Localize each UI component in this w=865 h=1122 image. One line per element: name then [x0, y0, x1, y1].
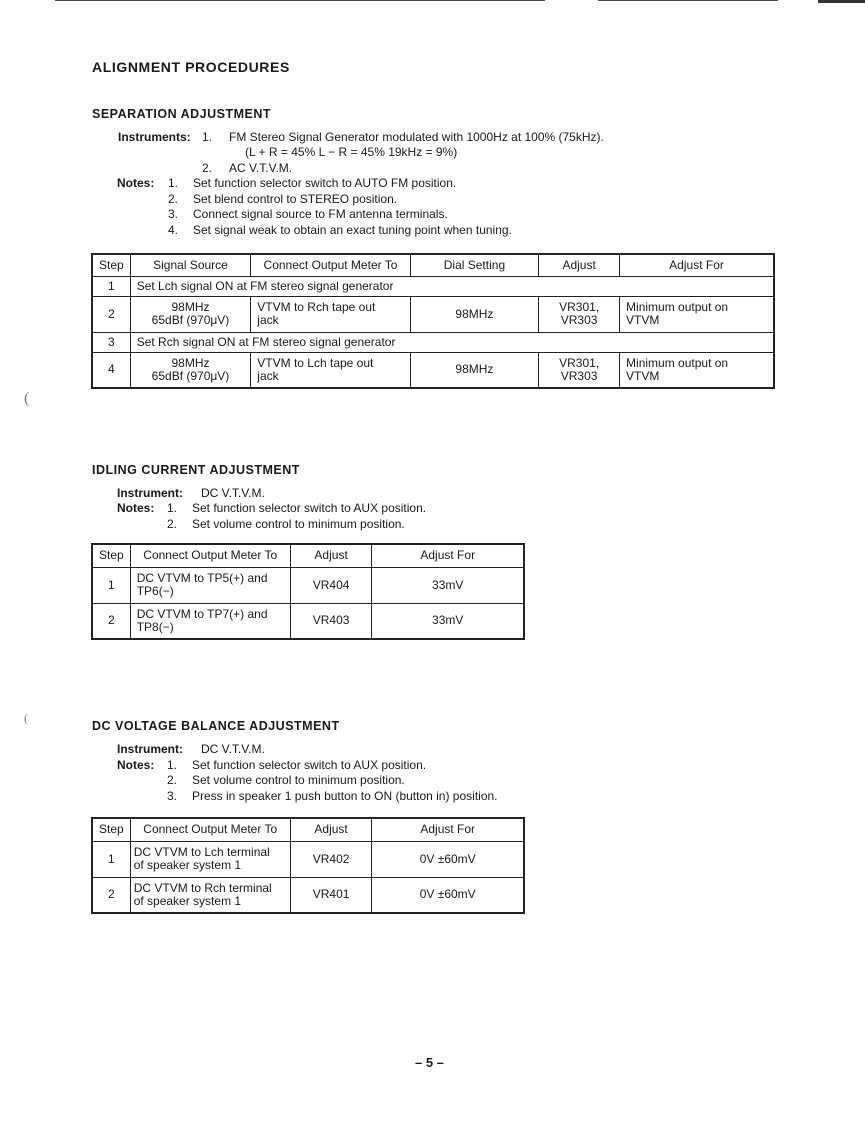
meter-line: VTVM to Rch tape out — [257, 300, 376, 314]
note-text: Press in speaker 1 push button to ON (button in) position. — [192, 789, 498, 803]
top-rule-right — [598, 0, 778, 1]
table-row — [92, 877, 524, 913]
note-text: Set volume control to minimum position. — [192, 517, 405, 531]
note-number: 2. — [167, 517, 178, 531]
meter-cell — [130, 841, 290, 877]
adjust-for-line: Minimum output on — [626, 355, 729, 370]
note-text: Connect signal source to FM antenna terminals. — [193, 207, 448, 221]
adjust-cell: VR401 — [290, 877, 372, 913]
step-cell: 1 — [92, 841, 130, 877]
signal-source-cell — [130, 352, 251, 388]
dial-cell: 98MHz — [410, 296, 539, 332]
table-row — [92, 841, 524, 877]
table-row — [92, 276, 774, 296]
note-text: Set function selector switch to AUX position. — [192, 501, 427, 515]
dc-balance-heading: DC VOLTAGE BALANCE ADJUSTMENT — [92, 719, 340, 733]
adjust-for-cell — [620, 296, 774, 332]
meter-line: of speaker system 1 — [133, 858, 242, 872]
margin-mark: ( — [24, 390, 30, 407]
adjust-for-cell — [620, 352, 774, 388]
column-header: Connect Output Meter To — [130, 544, 290, 567]
meter-line: jack — [257, 313, 279, 327]
column-header: Connect Output Meter To — [130, 818, 290, 841]
top-rule-corner — [818, 0, 865, 3]
step-cell: 1 — [92, 567, 130, 603]
meter-line: VTVM to Lch tape out — [257, 355, 374, 370]
notes-label: Notes: — [117, 501, 155, 515]
instrument-text: FM Stereo Signal Generator modulated with 1000Hz at 100% (75kHz). — [229, 130, 604, 144]
instruments-label: Instruments: — [118, 130, 191, 144]
margin-mark: ( — [24, 711, 28, 725]
adjust-cell: VR404 — [290, 567, 372, 603]
step-cell: 3 — [92, 332, 130, 352]
adjust-line: VR301, — [559, 300, 600, 314]
table-header-row — [92, 544, 524, 567]
table-header-row — [92, 254, 774, 276]
adjust-line: VR303 — [560, 368, 598, 383]
table-row — [92, 352, 774, 388]
meter-line: of speaker system 1 — [133, 893, 242, 908]
dc-balance-table — [91, 817, 525, 914]
column-header: Step — [92, 254, 130, 276]
column-header: Dial Setting — [410, 254, 539, 276]
adjust-line: VR303 — [560, 313, 598, 327]
adjust-cell: VR402 — [290, 841, 372, 877]
step-cell: 2 — [92, 296, 130, 332]
instrument-number: 2. — [202, 161, 213, 175]
notes-label: Notes: — [117, 758, 155, 772]
table-row — [92, 567, 524, 603]
meter-line: DC VTVM to Rch terminal — [133, 880, 272, 895]
column-header: Adjust For — [372, 818, 524, 841]
page-title: ALIGNMENT PROCEDURES — [92, 59, 290, 75]
adjust-for-cell: 0V ±60mV — [372, 877, 524, 913]
table-header-row — [92, 818, 524, 841]
column-header: Connect Output Meter To — [251, 254, 410, 276]
adjust-cell — [539, 352, 620, 388]
instrument-label: Instrument: — [117, 742, 183, 756]
separation-table — [91, 253, 775, 389]
adjust-for-line: VTVM — [626, 368, 660, 383]
adjust-for-cell: 33mV — [372, 567, 524, 603]
meter-line: TP8(−) — [136, 619, 174, 634]
separation-heading: SEPARATION ADJUSTMENT — [92, 107, 272, 121]
table-row — [92, 296, 774, 332]
meter-line: DC VTVM to Lch terminal — [133, 845, 270, 859]
meter-line: TP6(−) — [136, 584, 174, 598]
instrument-text: AC V.T.V.M. — [229, 161, 293, 175]
column-header: Adjust — [539, 254, 620, 276]
dial-cell: 98MHz — [410, 352, 539, 388]
adjust-line: VR301, — [559, 355, 600, 370]
step-cell: 4 — [92, 352, 130, 388]
instrument-subtext: (L + R = 45% L − R = 45% 19kHz = 9%) — [245, 145, 458, 159]
meter-cell — [130, 877, 290, 913]
note-number: 1. — [167, 758, 178, 772]
instrument-text: DC V.T.V.M. — [201, 486, 265, 500]
note-number: 1. — [167, 501, 178, 515]
note-cell: Set Rch signal ON at FM stereo signal generator — [130, 332, 774, 352]
instrument-label: Instrument: — [117, 486, 183, 500]
step-cell: 1 — [92, 276, 130, 296]
notes-label: Notes: — [117, 176, 155, 190]
column-header: Adjust For — [620, 254, 774, 276]
adjust-for-line: Minimum output on — [626, 300, 729, 314]
meter-cell — [130, 567, 290, 603]
instrument-text: DC V.T.V.M. — [201, 742, 265, 756]
source-frequency: 98MHz — [171, 355, 210, 370]
note-number: 2. — [167, 773, 178, 787]
step-cell: 2 — [92, 877, 130, 913]
source-level: 65dBf (970μV) — [151, 313, 230, 327]
note-text: Set signal weak to obtain an exact tuning point when tuning. — [193, 223, 512, 237]
note-number: 1. — [168, 176, 179, 190]
note-text: Set blend control to STEREO position. — [193, 192, 398, 206]
adjust-for-line: VTVM — [626, 313, 660, 327]
note-number: 4. — [168, 223, 179, 237]
note-text: Set function selector switch to AUX position. — [192, 758, 427, 772]
meter-cell — [130, 603, 290, 639]
meter-cell — [251, 296, 410, 332]
note-number: 3. — [167, 789, 178, 803]
meter-line: jack — [257, 368, 279, 383]
adjust-cell — [539, 296, 620, 332]
column-header: Adjust — [290, 818, 372, 841]
signal-source-cell — [130, 296, 251, 332]
meter-cell — [251, 352, 410, 388]
table-row — [92, 603, 524, 639]
note-text: Set volume control to minimum position. — [192, 773, 405, 787]
note-number: 2. — [168, 192, 179, 206]
note-cell: Set Lch signal ON at FM stereo signal generator — [130, 276, 774, 296]
note-number: 3. — [168, 207, 179, 221]
source-frequency: 98MHz — [171, 300, 210, 314]
adjust-for-cell: 33mV — [372, 603, 524, 639]
column-header: Step — [92, 818, 130, 841]
meter-line: DC VTVM to TP5(+) and — [136, 571, 268, 585]
column-header: Signal Source — [130, 254, 251, 276]
source-level: 65dBf (970μV) — [151, 368, 230, 383]
idling-table — [91, 543, 525, 640]
note-text: Set function selector switch to AUTO FM position. — [193, 176, 457, 190]
step-cell: 2 — [92, 603, 130, 639]
column-header: Adjust — [290, 544, 372, 567]
table-row — [92, 332, 774, 352]
adjust-cell: VR403 — [290, 603, 372, 639]
page-number: – 5 – — [415, 1055, 444, 1070]
adjust-for-cell: 0V ±60mV — [372, 841, 524, 877]
meter-line: DC VTVM to TP7(+) and — [136, 606, 268, 621]
top-rule-left — [55, 0, 545, 1]
idling-heading: IDLING CURRENT ADJUSTMENT — [92, 463, 300, 477]
column-header: Step — [92, 544, 130, 567]
instrument-number: 1. — [202, 130, 213, 144]
column-header: Adjust For — [372, 544, 524, 567]
